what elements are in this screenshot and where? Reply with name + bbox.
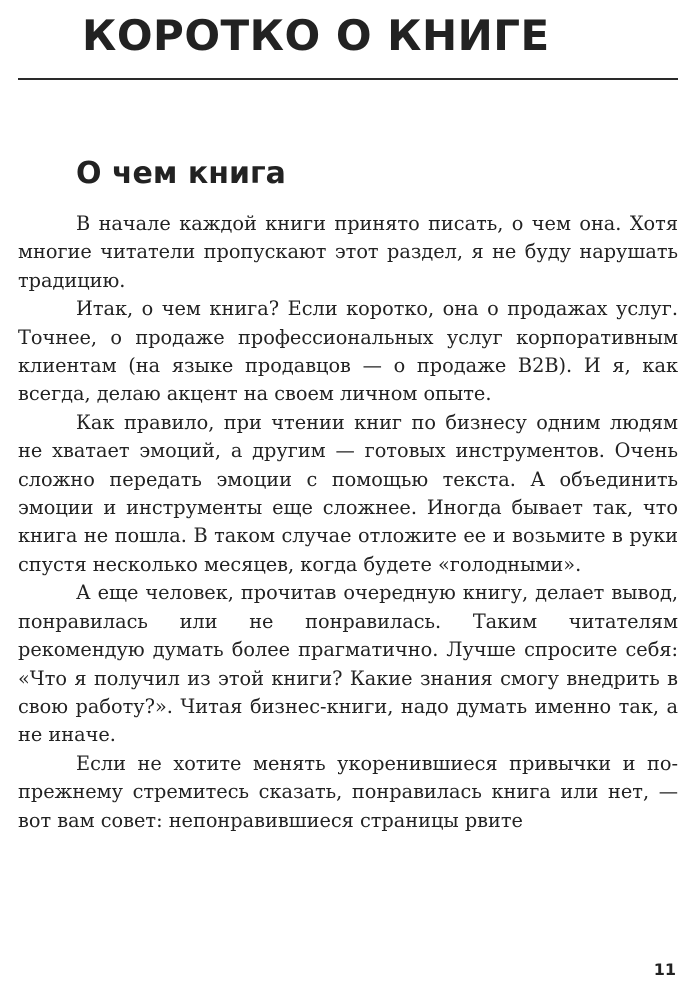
paragraph: Итак, о чем книга? Если коротко, она о продажах услуг. Точнее, о продаже профессиональных услуг корпоративным клиентам (на языке продавцов — о продаже B2B). И я, как всегда, делаю акцент на своем личном опыте. <box>18 297 678 406</box>
chapter-header <box>0 0 692 86</box>
paragraph: В начале каждой книги принято писать, о чем она. Хотя многие читатели пропускают этот раздел, я не буду нарушать традицию. <box>18 212 678 292</box>
page-number: 11 <box>653 960 676 979</box>
paragraph: Если не хотите менять укоренившиеся привычки и по-прежнему стремитесь сказать, понравилась книга или нет, — вот вам совет: непонравившиеся страницы рвите <box>18 751 678 832</box>
paragraph: Как правило, при чтении книг по бизнесу одним людям не хватает эмоций, а другим — готовых инструментов. Очень сложно передать эмоции с помощью текста. А объединить эмоции и инструменты еще сложнее. Иногда бывает так, что книга не пошла. В таком случае отложите ее и возьмите в руки спустя несколько месяцев, когда будете «голодными». <box>18 410 678 576</box>
body-text <box>18 210 678 835</box>
chapter-title: КОРОТКО О КНИГЕ <box>82 11 550 60</box>
paragraph: А еще человек, прочитав очередную книгу, делает вывод, понравилась или не понравилась. Таким читателям рекомендую думать более прагматично. Лучше спросите себя: «Что я получил из этой книги? Какие знания смогу внедрить в свою работу?». Читая бизнес-книги, надо думать именно так, а не иначе. <box>18 581 678 747</box>
section-title: О чем книга <box>76 156 286 191</box>
chapter-divider <box>18 78 678 80</box>
